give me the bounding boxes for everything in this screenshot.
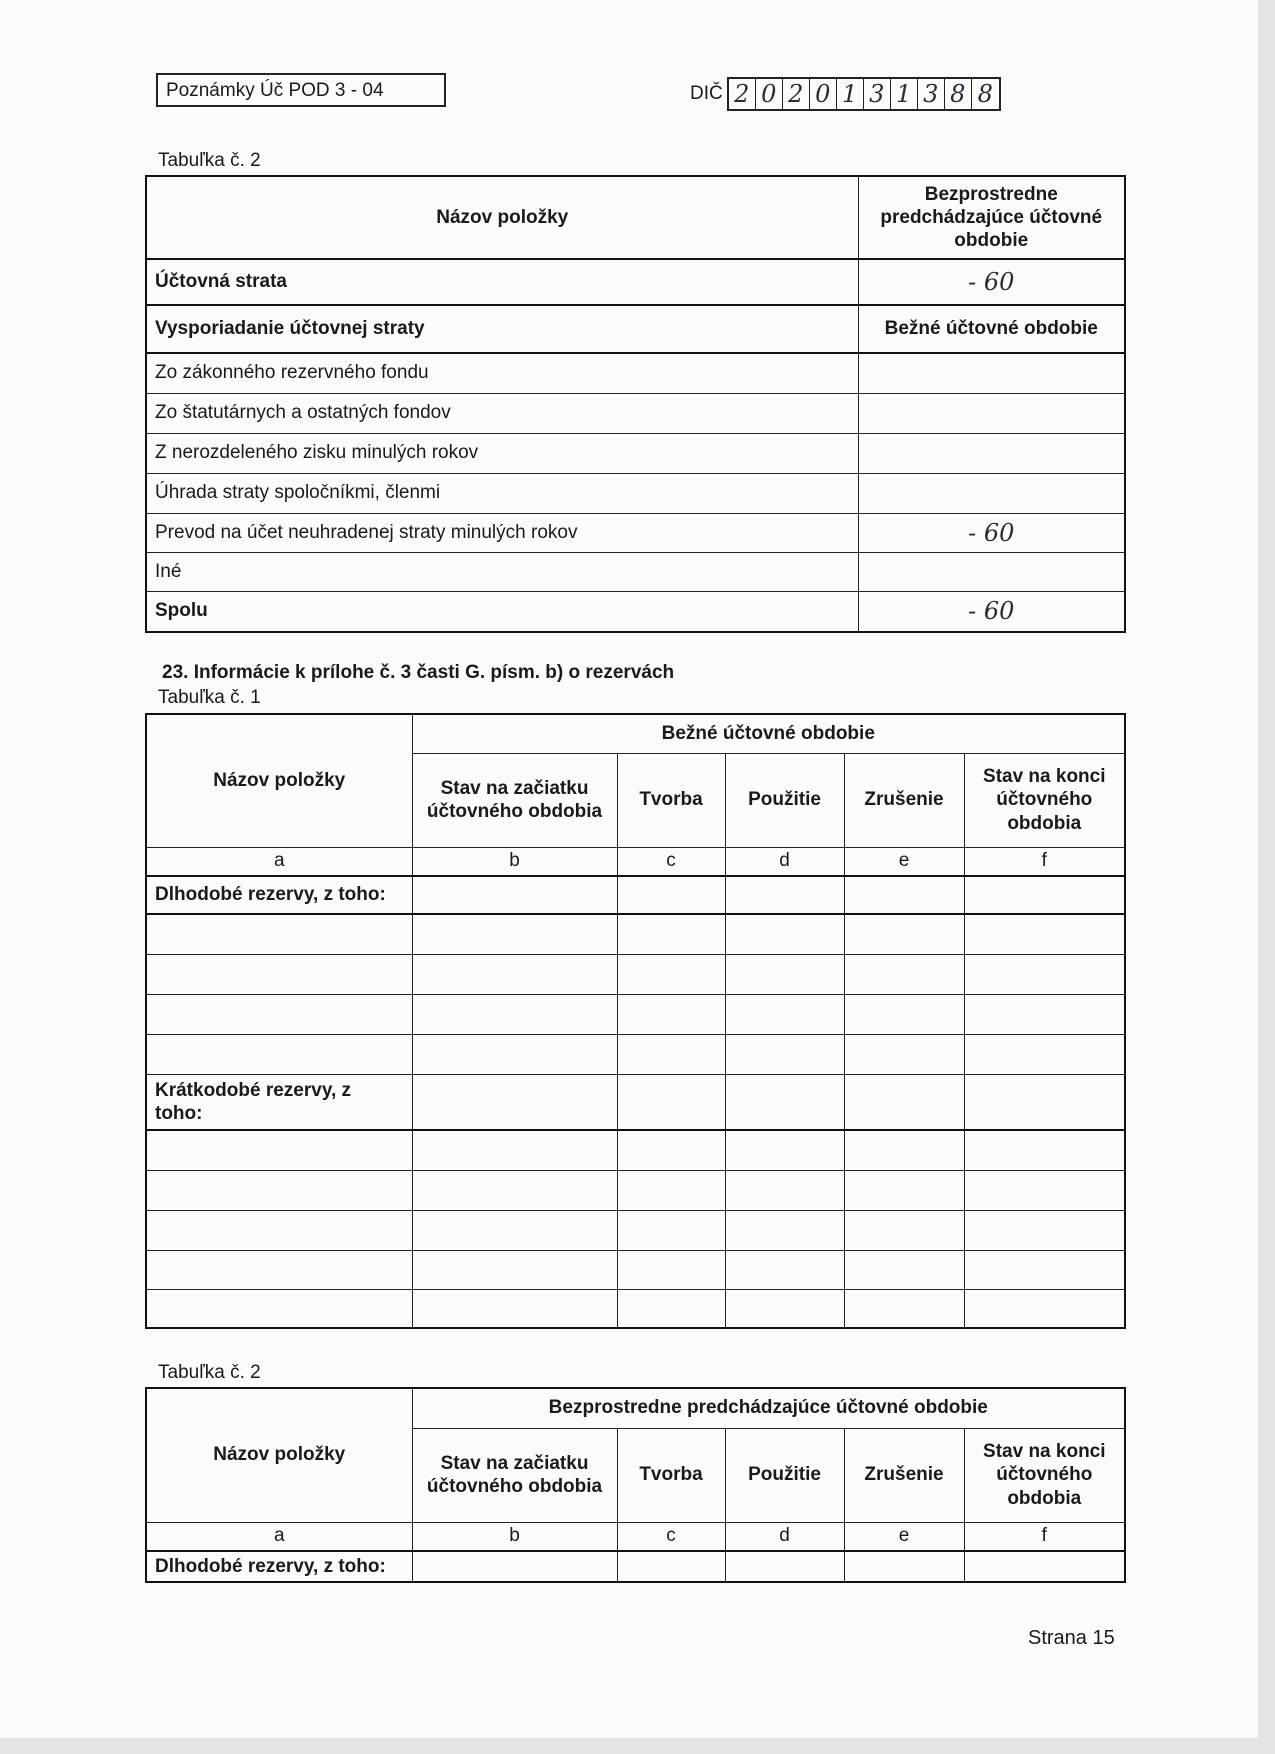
name-header: Názov položky [146,1388,412,1522]
dic-digit: 3 [864,79,891,109]
col-start-balance: Stav na začiatku účtovného obdobia [412,1428,617,1522]
dic-digit: 2 [729,79,756,109]
total-label: Spolu [146,591,858,632]
col-usage: Použitie [725,1428,844,1522]
table-row [146,954,1125,994]
total-value: - 60 [858,591,1125,632]
dic-field [690,78,1001,110]
row-value [858,393,1125,433]
dic-digit: 8 [977,80,993,108]
loss-settlement-table [145,175,1126,633]
col-creation: Tvorba [617,753,725,847]
loss-table-caption: Tabuľka č. 2 [158,150,261,171]
row-value [858,473,1125,513]
col-usage: Použitie [725,753,844,847]
dic-digit: 1 [891,79,918,109]
dic-digit: 8 [945,79,972,109]
table-row [146,1034,1125,1074]
col-cancellation: Zrušenie [844,1428,964,1522]
table-row [146,1250,1125,1289]
table-row [146,1130,1125,1170]
table-row [146,994,1125,1034]
name-header: Názov položky [146,714,412,847]
long-term-label: Dlhodobé rezervy, z toho: [146,1551,412,1582]
table-row [146,1210,1125,1250]
dic-digit: 2 [783,79,810,109]
row-label: Zo zákonného rezervného fondu [146,353,858,393]
short-term-label: Krátkodobé rezervy, z toho: [146,1074,412,1130]
reserves-table-2-caption: Tabuľka č. 2 [158,1362,261,1383]
letter-b: b [412,1522,617,1551]
table-row [146,1170,1125,1210]
dic-digit: 3 [918,79,945,109]
col-cancellation: Zrušenie [844,753,964,847]
period-header: Bezprostredne predchádzajúce účtovné obdobie [412,1388,1125,1428]
row-label: Z nerozdeleného zisku minulých rokov [146,433,858,473]
letter-d: d [725,847,844,876]
reserves-table-1-caption: Tabuľka č. 1 [158,687,261,708]
row-label: Zo štatutárnych a ostatných fondov [146,393,858,433]
letter-e: e [844,847,964,876]
period-header: Bežné účtovné obdobie [412,714,1125,753]
letter-a: a [146,1522,412,1551]
col-start-balance: Stav na začiatku účtovného obdobia [412,753,617,847]
row-value: - 60 [858,513,1125,552]
row-label: Úhrada straty spoločníkmi, členmi [146,473,858,513]
long-term-label: Dlhodobé rezervy, z toho: [146,876,412,914]
form-id-box: Poznámky Úč POD 3 - 04 [156,73,446,107]
letter-c: c [617,847,725,876]
loss-value: - 60 [858,259,1125,305]
dic-digit: 0 [756,79,783,109]
section-23-heading: 23. Informácie k prílohe č. 3 časti G. písm. b) o rezervách [162,662,675,683]
row-value [858,353,1125,393]
col-end-balance: Stav na konci účtovného obdobia [964,753,1125,847]
letter-a: a [146,847,412,876]
dic-label: DIČ [690,83,723,104]
col-end-balance: Stav na konci účtovného obdobia [964,1428,1125,1522]
current-period-header: Bežné účtovné obdobie [858,305,1125,353]
name-header: Názov položky [146,176,858,259]
dic-digit: 1 [837,79,864,109]
letter-f: f [964,1522,1125,1551]
row-label: Prevod na účet neuhradenej straty minulých rokov [146,513,858,552]
settlement-label: Vysporiadanie účtovnej straty [146,305,858,353]
letter-e: e [844,1522,964,1551]
table-row [146,1289,1125,1328]
prev-period-header: Bezprostredne predchádzajúce účtovné obdobie [858,176,1125,259]
dic-digit: 0 [810,79,837,109]
letter-c: c [617,1522,725,1551]
row-value [858,433,1125,473]
row-value [858,552,1125,591]
page-number: Strana 15 [1028,1627,1115,1649]
reserves-prev-table [145,1387,1126,1583]
loss-label: Účtovná strata [146,259,858,305]
letter-b: b [412,847,617,876]
reserves-current-table [145,713,1126,1329]
row-label: Iné [146,552,858,591]
dic-digit-boxes [727,77,1001,111]
col-creation: Tvorba [617,1428,725,1522]
letter-f: f [964,847,1125,876]
letter-d: d [725,1522,844,1551]
table-row [146,914,1125,954]
